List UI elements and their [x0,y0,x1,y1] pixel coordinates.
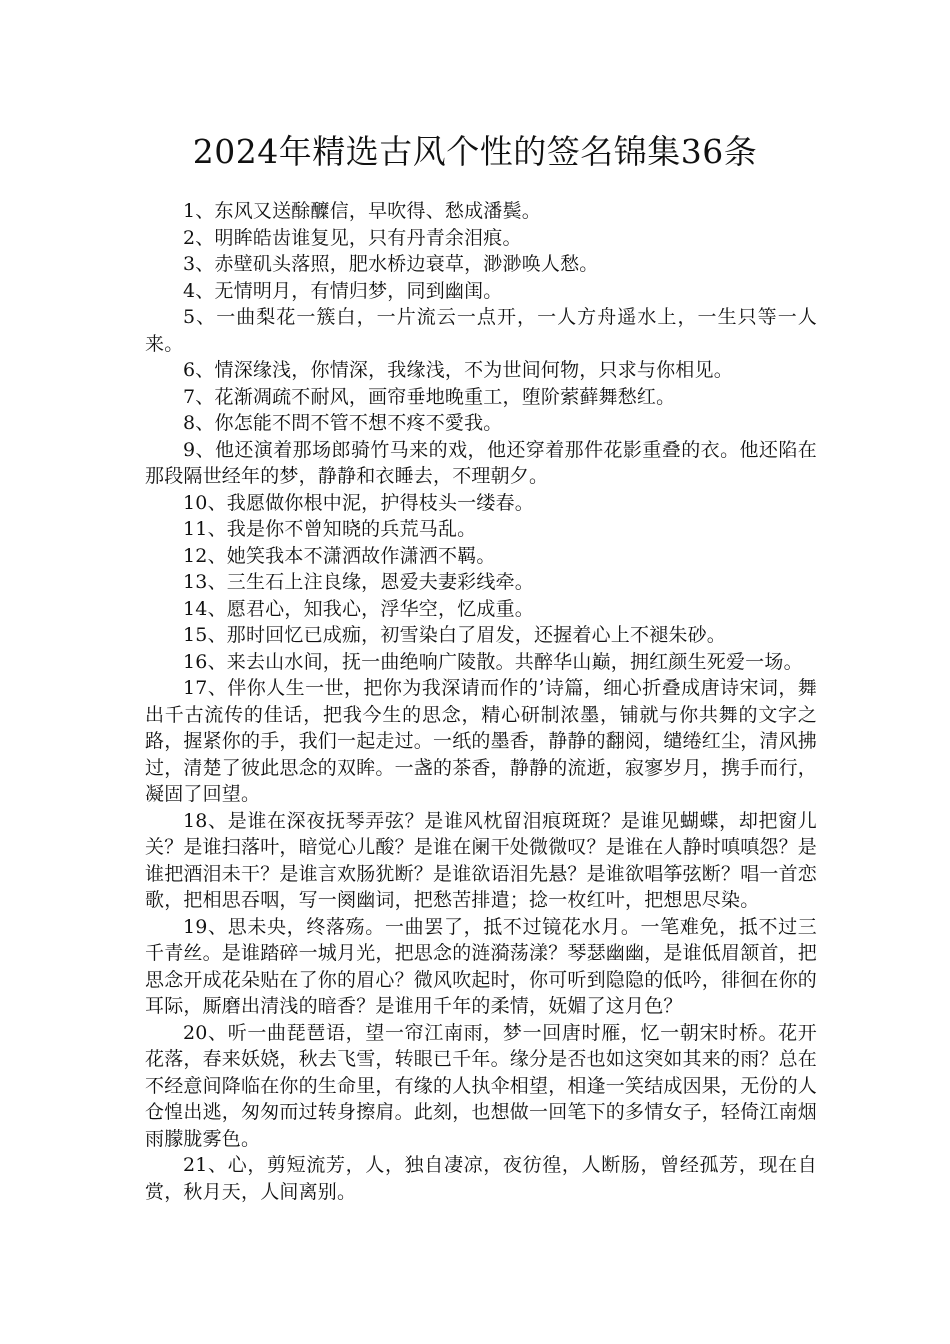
signature-item-15: 15、那时回忆已成痂，初雪染白了眉发，还握着心上不褪朱砂。 [183,624,726,646]
signature-item-20: 20、听一曲琵琶语，望一帘江南雨，梦一回唐时雁，忆一朝宋时桥。花开花落，春来妖娆，秋去飞雪，转眼已千年。缘分是否也如这突如其来的雨？总在不经意间降临在你的生命里，有缘的人执伞相望，相逢一笑结成因果，无份的人仓惶出逃，匆匆而过转身擦肩。此刻，也想做一回笔下的多情女子，轻倚江南烟雨朦胧雾色。 [145,1021,818,1150]
signature-item-21: 21、心，剪短流芳，人，独自凄凉，夜彷徨，人断肠，曾经孤芳，现在自赏，秋月天，人间离别。 [145,1154,817,1203]
signature-item-17: 17、伴你人生一世，把你为我深请而作的’诗篇，细心折叠成唐诗宋词，舞出千古流传的佳话，把我今生的思念，精心研制浓墨，铺就与你共舞的文字之路，握紧你的手，我们一起走过。一纸的墨香，静静的翻阅，缱绻红尘，清风拂过，清楚了彼此思念的双眸。一盏的茶香，静静的流逝，寂寥岁月，携手而行，凝固了回望。 [145,677,818,805]
signature-item-18: 18、是谁在深夜抚琴弄弦？是谁风枕留泪痕斑斑？是谁见蝴蝶，却把窗儿关？是谁扫落叶，暗觉心儿酸？是谁在阑干处微微叹？是谁在人静时嗔嗔怨？是谁把酒泪未干？是谁言欢肠犹断？是谁欲语泪先悬？是谁欲唱筝弦断？唱一首恋歌，把相思吞咽，写一阕幽词，把愁苦排遣；捻一枚红叶，把想思尽染。 [145,809,818,911]
signature-item-2: 2、明眸皓齿谁复见，只有丹青余泪痕。 [183,226,522,249]
signature-item-14: 14、愿君心，知我心，浮华空，忆成重。 [183,597,534,620]
signature-item-3: 3、赤壁矶头落照，肥水桥边衰草，渺渺唤人愁。 [183,253,599,275]
signature-item-19: 19、思未央，终落殇。一曲罢了，抵不过镜花水月。一笔难免，抵不过三千青丝。是谁踏碎一城月光，把思念的涟漪荡漾？琴瑟幽幽，是谁低眉颔首，把思念开成花朵贴在了你的眉心？微风吹起时，你可听到隐隐的低吟，徘徊在你的耳际，厮磨出清浅的暗香？是谁用千年的柔情，妩媚了这月色？ [145,915,818,1017]
document-body [145,198,817,1205]
signature-item-11: 11、我是你不曾知晓的兵荒马乱。 [183,518,477,540]
signature-item-5: 5、一曲梨花一簇白，一片流云一点开，一人方舟遥水上，一生只等一人来。 [145,306,817,355]
signature-item-4: 4、无情明月，有情归梦，同到幽闺。 [183,279,503,302]
signature-item-16: 16、来去山水间，抚一曲绝响广陵散。共醉华山巅，拥红颜生死爱一场。 [183,650,803,673]
document-title: 2024年精选古风个性的签名锦集36条 [192,132,758,171]
signature-item-7: 7、花渐凋疏不耐风，画帘垂地晚重工，堕阶萦藓舞愁红。 [183,385,676,408]
signature-item-8: 8、你怎能不問不管不想不疼不愛我。 [183,412,503,434]
signature-item-10: 10、我愿做你根中泥，护得枝头一缕春。 [183,491,534,514]
signature-item-13: 13、三生石上注良缘，恩爱夫妻彩线牵。 [183,571,534,593]
signature-item-9: 9、他还演着那场郎骑竹马来的戏，他还穿着那件花影重叠的衣。他还陷在那段隔世经年的梦，静静和衣睡去，不理朝夕。 [145,438,817,487]
signature-item-6: 6、情深缘浅，你情深，我缘浅，不为世间何物，只求与你相见。 [183,359,733,381]
signature-item-1: 1、东风又送酴醾信，早吹得、愁成潘鬓。 [183,200,541,222]
signature-item-12: 12、她笑我本不潇洒故作潇洒不羁。 [183,544,496,567]
